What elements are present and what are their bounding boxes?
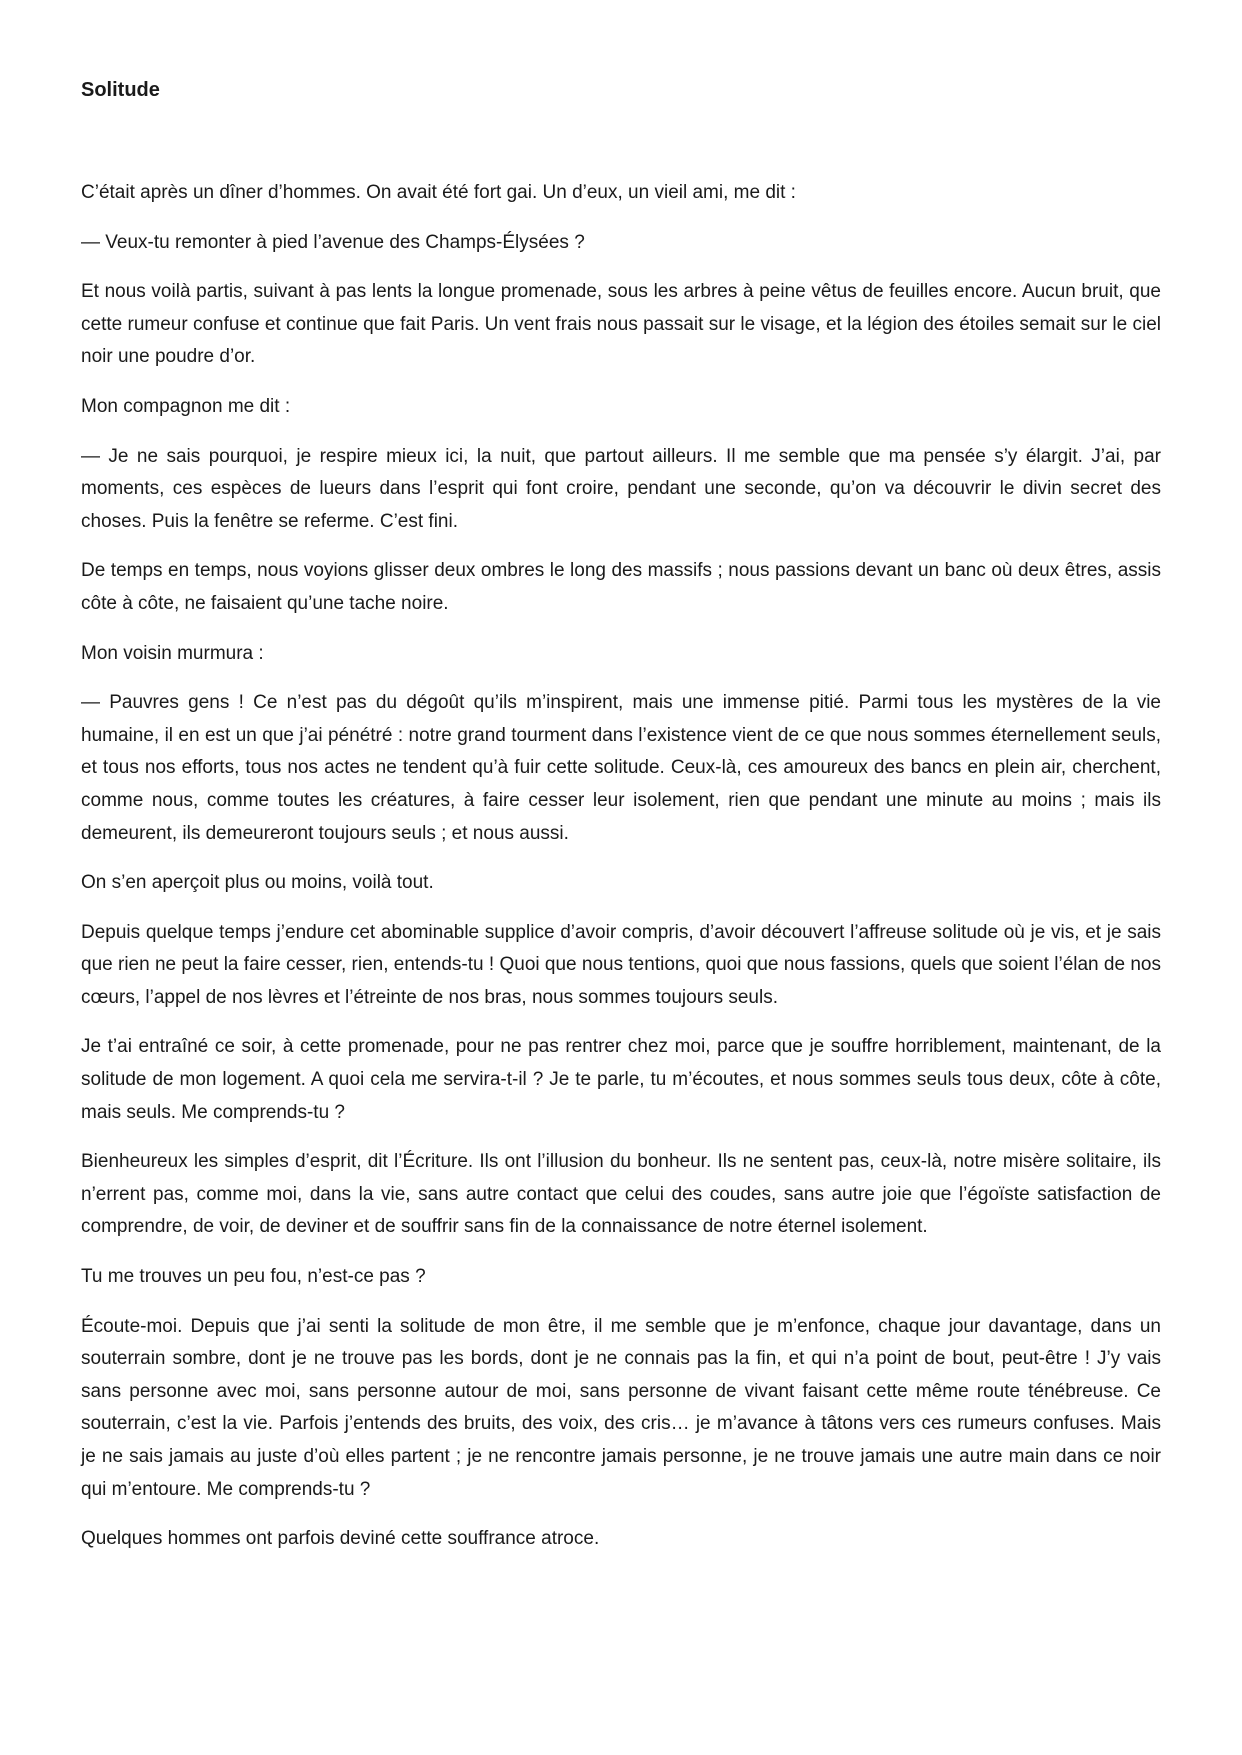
paragraph-6: De temps en temps, nous voyions glisser deux ombres le long des massifs ; nous passions devant un banc où deux êtres, assis côte à côte, ne faisaient qu’une tache noire. [81, 560, 1161, 614]
paragraph-14: Écoute-moi. Depuis que j’ai senti la solitude de mon être, il me semble que je m’enfonce, chaque jour davantage, dans un souterrain sombre, dont je ne trouve pas les bords, dont je ne connais pas la fin, et qui n’a point de bout, peut-être ! J’y vais sans personne avec moi, sans personne autour de moi, sans personne de vivant faisant cette même route ténébreuse. Ce souterrain, c’est la vie. Parfois j’entends des bruits, des voix, des cris… je m’avance à tâtons vers ces rumeurs confuses. Mais je ne sais jamais au juste d’où elles partent ; je ne rencontre jamais personne, je ne trouve jamais une autre main dans ce noir qui m’entoure. Me comprends-tu ? [81, 1315, 1161, 1500]
paragraph-13: Tu me trouves un peu fou, n’est-ce pas ? [81, 1266, 426, 1288]
paragraph-7: Mon voisin murmura : [81, 642, 264, 664]
document-page [81, 78, 1161, 1573]
paragraph-3: Et nous voilà partis, suivant à pas lents la longue promenade, sous les arbres à peine vêtus de feuilles encore. Aucun bruit, que cette rumeur confuse et continue que fait Paris. Un vent frais nous passait sur le visage, et la légion des étoiles semait sur le ciel noir une poudre d’or. [81, 281, 1161, 368]
paragraph-12: Bienheureux les simples d’esprit, dit l’Écriture. Ils ont l’illusion du bonheur. Ils ne sentent pas, ceux-là, notre misère solitaire, ils n’errent pas, comme moi, dans la vie, sans autre contact que celui des coudes, sans autre joie que l’égoïste satisfaction de comprendre, de voir, de deviner et de souffrir sans fin de la connaissance de notre éternel isolement. [81, 1151, 1161, 1238]
paragraph-5: — Je ne sais pourquoi, je respire mieux ici, la nuit, que partout ailleurs. Il me semble que ma pensée s’y élargit. J’ai, par moments, ces espèces de lueurs dans l’esprit qui font croire, pendant une seconde, qu’on va découvrir le divin secret des choses. Puis la fenêtre se referme. C’est fini. [81, 445, 1161, 532]
paragraph-10: Depuis quelque temps j’endure cet abominable supplice d’avoir compris, d’avoir découvert l’affreuse solitude où je vis, et je sais que rien ne peut la faire cesser, rien, entends-tu ! Quoi que nous tentions, quoi que nous fassions, quels que soient l’élan de nos cœurs, l’appel de nos lèvres et l’étreinte de nos bras, nous sommes toujours seuls. [81, 921, 1161, 1008]
paragraph-1: C’était après un dîner d’hommes. On avait été fort gai. Un d’eux, un vieil ami, me dit : [81, 182, 796, 203]
paragraph-8: — Pauvres gens ! Ce n’est pas du dégoût qu’ils m’inspirent, mais une immense pitié. Parmi tous les mystères de la vie humaine, il en est un que j’ai pénétré : notre grand tourment dans l’existence vient de ce que nous sommes éternellement seuls, et tous nos efforts, tous nos actes ne tendent qu’à fuir cette solitude. Ceux-là, ces amoureux des bancs en plein air, cherchent, comme nous, comme toutes les créatures, à faire cesser leur isolement, rien que pendant une minute au moins ; mais ils demeurent, ils demeureront toujours seuls ; et nous aussi. [81, 692, 1161, 844]
paragraph-4: Mon compagnon me dit : [81, 395, 291, 417]
paragraph-11: Je t’ai entraîné ce soir, à cette promenade, pour ne pas rentrer chez moi, parce que je souffre horriblement, maintenant, de la solitude de mon logement. A quoi cela me servira-t-il ? Je te parle, tu m’écoutes, et nous sommes seuls tous deux, côte à côte, mais seuls. Me comprends-tu ? [81, 1036, 1161, 1123]
paragraph-15: Quelques hommes ont parfois deviné cette souffrance atroce. [81, 1528, 600, 1550]
paragraph-9: On s’en aperçoit plus ou moins, voilà tout. [81, 872, 434, 894]
paragraph-2: — Veux-tu remonter à pied l’avenue des Champs-Élysées ? [81, 231, 585, 253]
document-title: Solitude [81, 79, 160, 101]
